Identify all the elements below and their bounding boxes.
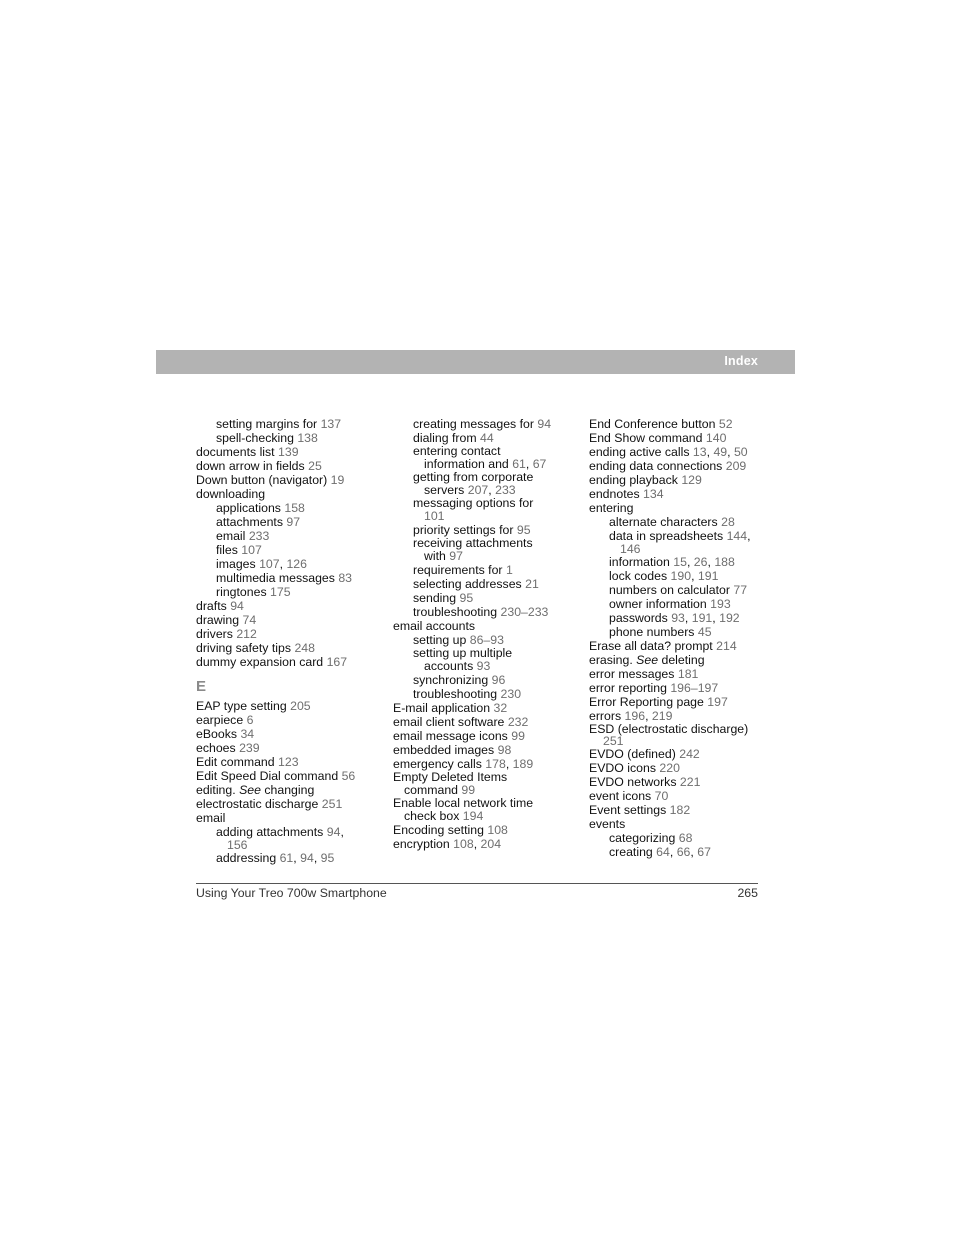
- page-ref: 251: [603, 734, 624, 748]
- index-entry: setting up 86–93: [413, 633, 504, 647]
- index-entry: ending active calls 13, 49, 50: [589, 445, 748, 459]
- page-ref: 181: [677, 667, 699, 681]
- page-ref: 221: [679, 775, 701, 789]
- page-ref: 32: [493, 701, 508, 715]
- index-entry: entering contact: [413, 444, 501, 458]
- index-entry: setting up multiple: [413, 646, 513, 660]
- index-entry: selecting addresses 21: [413, 577, 539, 591]
- index-entry: emergency calls 178, 189: [393, 757, 534, 771]
- page-ref: 175: [270, 585, 291, 599]
- index-entry: error messages 181: [589, 667, 699, 681]
- page-ref: 158: [284, 501, 305, 515]
- index-entry: numbers on calculator 77: [609, 583, 748, 597]
- page-ref: 207: [467, 483, 489, 497]
- page-ref: 95: [320, 851, 335, 865]
- index-entry: passwords 93, 191, 192: [609, 611, 740, 625]
- index-entry: email accounts: [393, 619, 476, 633]
- index-entry: driving safety tips 248: [196, 641, 315, 655]
- page-ref: 178: [485, 757, 506, 771]
- page-ref: 182: [669, 803, 691, 817]
- index-entry: down arrow in fields 25: [196, 459, 322, 473]
- page-ref: 219: [651, 709, 673, 723]
- index-entry: synchronizing 96: [413, 673, 506, 687]
- page-ref: 28: [721, 515, 735, 529]
- index-entry: dummy expansion card 167: [196, 655, 348, 669]
- page-ref: 146: [620, 542, 641, 556]
- index-entry: lock codes 190, 191: [609, 569, 719, 583]
- page-ref: 67: [697, 845, 711, 859]
- page-ref: 74: [242, 613, 257, 627]
- index-entry-continuation: [589, 543, 769, 555]
- page-ref: 64: [656, 845, 670, 859]
- page-ref: 68: [678, 831, 693, 845]
- page-ref: 96: [491, 673, 506, 687]
- page-ref: 134: [643, 487, 664, 501]
- page-ref: 196–197: [670, 681, 719, 695]
- index-entry: error reporting 196–197: [589, 681, 719, 695]
- index-entry: drivers 212: [196, 627, 257, 641]
- page-ref: 167: [326, 655, 348, 669]
- index-entry: adding attachments 94,: [216, 825, 344, 839]
- page-ref: 21: [525, 577, 539, 591]
- index-entry: entering: [589, 501, 634, 515]
- index-entry: troubleshooting 230–233: [413, 605, 549, 619]
- index-entry: Encoding setting 108: [393, 823, 508, 837]
- index-entry: End Show command 140: [589, 431, 727, 445]
- index-column-1: [196, 417, 376, 865]
- page-ref: 97: [449, 549, 463, 563]
- page-ref: 205: [290, 699, 311, 713]
- index-entry: documents list 139: [196, 445, 299, 459]
- page-ref: 44: [479, 431, 494, 445]
- index-entry: dialing from 44: [413, 431, 494, 445]
- page-ref: 99: [511, 729, 525, 743]
- index-entry: data in spreadsheets 144,: [609, 529, 751, 543]
- page-ref: 230–233: [500, 605, 549, 619]
- index-entry: Erase all data? prompt 214: [589, 639, 737, 653]
- page-ref: 194: [462, 809, 484, 823]
- index-entry: multimedia messages 83: [216, 571, 353, 585]
- page-ref: 232: [507, 715, 529, 729]
- page-ref: 25: [308, 459, 322, 473]
- page-ref: 26: [693, 555, 708, 569]
- footer-rule: [196, 883, 758, 884]
- index-entry: priority settings for 95: [413, 523, 531, 537]
- index-entry-continuation: accounts 93: [424, 659, 491, 673]
- page-ref: 66: [676, 845, 691, 859]
- page-ref: 83: [338, 571, 353, 585]
- index-entry: EVDO icons 220: [589, 761, 680, 775]
- index-entry: email client software 232: [393, 715, 529, 729]
- page-ref: 93: [476, 659, 491, 673]
- page-ref: 94: [537, 417, 552, 431]
- index-entry: applications 158: [216, 501, 305, 515]
- index-entry: events: [589, 817, 626, 831]
- index-entry: creating 64, 66, 67: [609, 845, 711, 859]
- page-ref: 94: [230, 599, 244, 613]
- page-ref: 15: [673, 555, 687, 569]
- index-entry: earpiece 6: [196, 713, 254, 727]
- page-ref: 251: [321, 797, 343, 811]
- index-entry: addressing 61, 94, 95: [216, 851, 335, 865]
- index-entry: attachments 97: [216, 515, 301, 529]
- page-ref: 13: [692, 445, 707, 459]
- index-entry-continuation: [393, 509, 573, 523]
- index-entry: encryption 108, 204: [393, 837, 502, 851]
- page-ref: 233: [248, 529, 270, 543]
- page-ref: 230: [500, 687, 522, 701]
- index-entry-continuation: with 97: [424, 549, 463, 563]
- page-ref: 156: [227, 838, 248, 852]
- page-ref: 189: [512, 757, 534, 771]
- page-ref: 99: [461, 783, 476, 797]
- index-entry-continuation: information and 61, 67: [424, 457, 547, 471]
- index-entry: sending 95: [413, 591, 474, 605]
- page-ref: 248: [294, 641, 315, 655]
- page-ref: 220: [659, 761, 680, 775]
- page-ref: 94: [326, 825, 341, 839]
- index-entry: EAP type setting 205: [196, 699, 311, 713]
- index-entry: files 107: [216, 543, 262, 557]
- page-ref: 34: [240, 727, 255, 741]
- index-entry: echoes 239: [196, 741, 260, 755]
- page-ref: 93: [671, 611, 685, 625]
- page-ref: 95: [516, 523, 531, 537]
- index-entry: ESD (electrostatic discharge): [589, 722, 749, 736]
- page-ref: 196: [624, 709, 646, 723]
- index-entry: Event settings 182: [589, 803, 691, 817]
- page-ref: 70: [654, 789, 669, 803]
- index-entry: categorizing 68: [609, 831, 693, 845]
- index-entry: drawing 74: [196, 613, 257, 627]
- page-ref: 191: [691, 611, 713, 625]
- page-ref: 98: [497, 743, 512, 757]
- index-entry-continuation: servers 207, 233: [424, 483, 516, 497]
- index-entry: spell-checking 138: [216, 431, 318, 445]
- index-entry-continuation: command 99: [404, 783, 476, 797]
- page-ref: 108: [487, 823, 508, 837]
- index-entry: images 107, 126: [216, 557, 307, 571]
- index-entry: embedded images 98: [393, 743, 512, 757]
- index-entry: ringtones 175: [216, 585, 291, 599]
- page-ref: 123: [278, 755, 299, 769]
- index-entry: event icons 70: [589, 789, 669, 803]
- index-entry-continuation: [196, 839, 376, 851]
- page-ref: 138: [297, 431, 318, 445]
- index-entry: EVDO networks 221: [589, 775, 701, 789]
- index-entry: getting from corporate: [413, 470, 534, 484]
- index-entry: endnotes 134: [589, 487, 664, 501]
- index-column-3: [589, 417, 769, 859]
- page-ref: 144: [726, 529, 748, 543]
- page-ref: 212: [236, 627, 257, 641]
- page-ref: 45: [697, 625, 712, 639]
- index-entry: errors 196, 219: [589, 709, 673, 723]
- index-entry: email message icons 99: [393, 729, 525, 743]
- page-ref: 190: [670, 569, 692, 583]
- index-column-2: [393, 417, 573, 851]
- footer-book-title: Using Your Treo 700w Smartphone: [196, 886, 387, 900]
- page-ref: 50: [733, 445, 748, 459]
- page-ref: 6: [246, 713, 254, 727]
- index-entry: ending data connections 209: [589, 459, 747, 473]
- page-ref: 192: [719, 611, 740, 625]
- index-entry: information 15, 26, 188: [609, 555, 735, 569]
- page-ref: 97: [286, 515, 301, 529]
- page-ref: 77: [733, 583, 748, 597]
- page-ref: 126: [286, 557, 307, 571]
- index-entry: downloading: [196, 487, 266, 501]
- page-ref: 107: [241, 543, 262, 557]
- page-ref: 49: [713, 445, 728, 459]
- index-entry: messaging options for: [413, 496, 534, 510]
- index-entry: drafts 94: [196, 599, 244, 613]
- page-ref: 19: [330, 473, 345, 487]
- index-entry: Edit command 123: [196, 755, 299, 769]
- index-entry: setting margins for 137: [216, 417, 342, 431]
- page-ref: 1: [505, 563, 513, 577]
- page-ref: 204: [480, 837, 502, 851]
- index-entry: erasing. See deleting: [589, 653, 705, 667]
- index-entry: editing. See changing: [196, 783, 315, 797]
- index-entry: creating messages for 94: [413, 417, 552, 431]
- index-entry: Down button (navigator) 19: [196, 473, 345, 487]
- page-ref: 129: [681, 473, 702, 487]
- page-ref: 86–93: [469, 633, 504, 647]
- index-entry: ending playback 129: [589, 473, 702, 487]
- index-entry: phone numbers 45: [609, 625, 712, 639]
- running-header-bar: [156, 350, 795, 374]
- page-ref: 233: [495, 483, 516, 497]
- index-entry: receiving attachments: [413, 536, 533, 550]
- index-entry-continuation: [589, 735, 769, 747]
- page-ref: 61: [512, 457, 526, 471]
- running-header-title: Index: [724, 354, 758, 368]
- index-entry: troubleshooting 230: [413, 687, 522, 701]
- index-entry: email: [196, 811, 226, 825]
- index-entry: EVDO (defined) 242: [589, 747, 700, 761]
- page-ref: 214: [716, 639, 737, 653]
- index-entry: End Conference button 52: [589, 417, 733, 431]
- page-ref: 95: [459, 591, 474, 605]
- index-entry: alternate characters 28: [609, 515, 735, 529]
- page-ref: 94: [300, 851, 314, 865]
- page-ref: 137: [320, 417, 342, 431]
- page-ref: 140: [705, 431, 727, 445]
- index-entry: owner information 193: [609, 597, 731, 611]
- page-ref: 67: [532, 457, 547, 471]
- footer-page-number: 265: [737, 886, 758, 900]
- page-ref: 61: [279, 851, 294, 865]
- index-entry: Edit Speed Dial command 56: [196, 769, 356, 783]
- page-ref: 209: [725, 459, 747, 473]
- page-ref: 107: [259, 557, 280, 571]
- page-ref: 239: [239, 741, 260, 755]
- index-entry: Empty Deleted Items: [393, 770, 508, 784]
- page-ref: 139: [278, 445, 299, 459]
- index-entry: Error Reporting page 197: [589, 695, 728, 709]
- index-entry: requirements for 1: [413, 563, 513, 577]
- page-ref: 191: [697, 569, 719, 583]
- page-ref: 108: [453, 837, 474, 851]
- index-entry: electrostatic discharge 251: [196, 797, 343, 811]
- page-ref: 188: [714, 555, 735, 569]
- page-ref: 193: [710, 597, 731, 611]
- index-entry: email 233: [216, 529, 270, 543]
- page-ref: 197: [707, 695, 728, 709]
- index-entry: eBooks 34: [196, 727, 255, 741]
- page-ref: 101: [424, 509, 445, 523]
- index-entry: Enable local network time: [393, 796, 534, 810]
- section-letter: E: [196, 678, 207, 695]
- page-ref: 242: [679, 747, 700, 761]
- page-ref: 52: [718, 417, 733, 431]
- page-ref: 56: [341, 769, 356, 783]
- index-entry-continuation: check box 194: [404, 809, 484, 823]
- index-entry: E-mail application 32: [393, 701, 508, 715]
